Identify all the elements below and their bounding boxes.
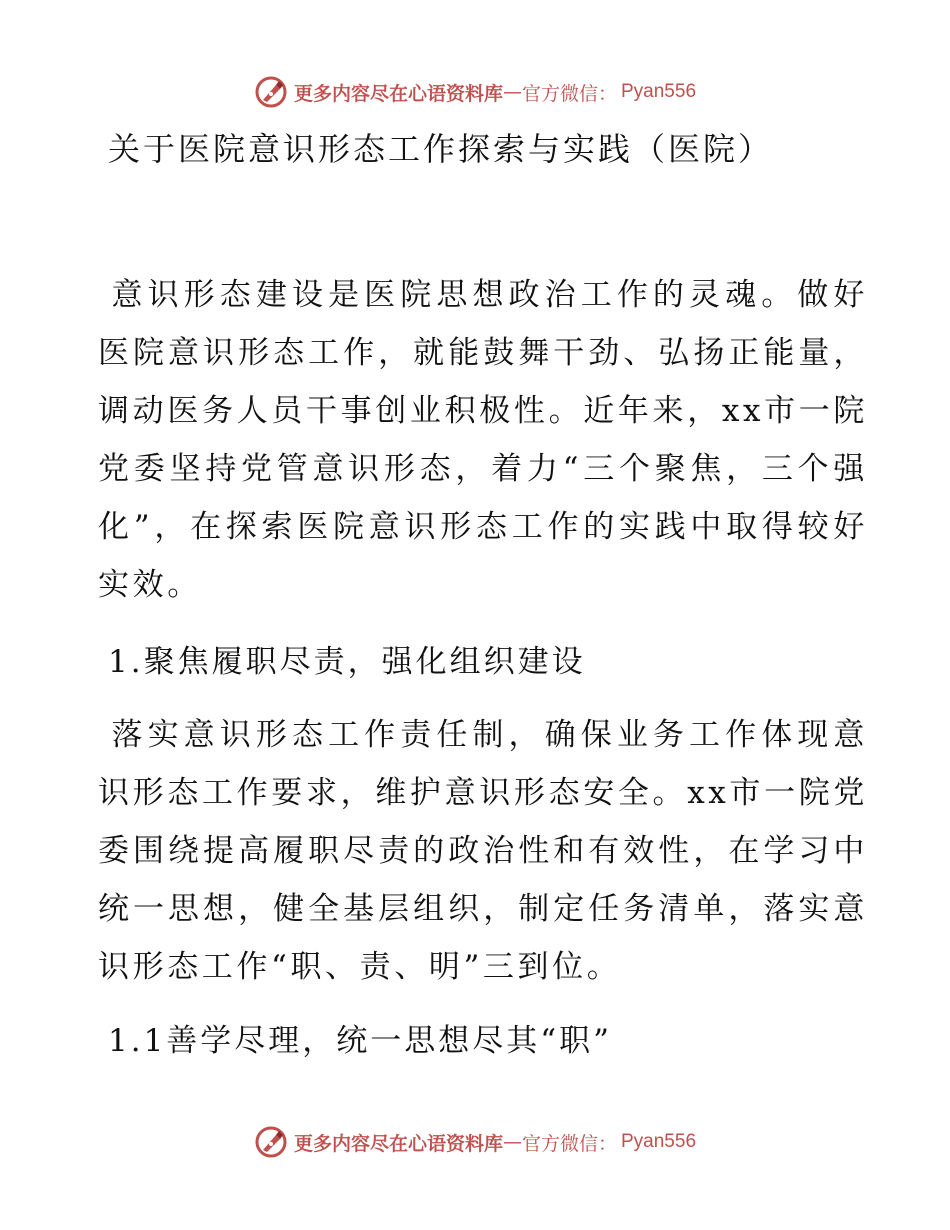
intro-paragraph-text: 意识形态建设是医院思想政治工作的灵魂。做好医院意识形态工作，就能鼓舞干劲、弘扬正能量，调动医务人员干事创业积极性。近年来，xx市一院党委坚持党管意识形态，着力“三个聚焦，三个强化”，在探索医院意识形态工作的实践中取得较好实效。 [98, 277, 868, 603]
document-title: 关于医院意识形态工作探索与实践（医院） [108, 130, 774, 168]
banner-brand-text: 更多内容尽在心语资料库 [293, 82, 503, 105]
banner-separator: — [502, 81, 522, 103]
section-1-heading: 1.聚焦履职尽责，强化组织建设 [108, 644, 586, 680]
footer-banner [0, 1122, 950, 1162]
banner-wechat-id: Pyan556 [621, 1131, 697, 1152]
header-banner [0, 72, 950, 112]
banner-brand-text: 更多内容尽在心语资料库 [293, 1132, 503, 1155]
banner-separator: — [502, 1131, 522, 1153]
section-1-paragraph-text: 落实意识形态工作责任制，确保业务工作体现意识形态工作要求，维护意识形态安全。xx市一院党委围绕提高履职尽责的政治性和有效性，在学习中统一思想，健全基层组织，制定任务清单，落实意识形态工作“职、责、明”三到位。 [98, 717, 868, 985]
pen-nib-logo-icon [254, 75, 288, 109]
banner-wechat-id: Pyan556 [621, 81, 697, 102]
section-1-1-heading: 1.1善学尽理，统一思想尽其“职” [108, 1023, 612, 1059]
banner-wechat-label: 官方微信： [521, 82, 617, 105]
section-1-paragraph [98, 706, 868, 996]
intro-paragraph [98, 266, 868, 614]
pen-nib-logo-icon [254, 1125, 288, 1159]
banner-wechat-label: 官方微信： [521, 1132, 617, 1155]
